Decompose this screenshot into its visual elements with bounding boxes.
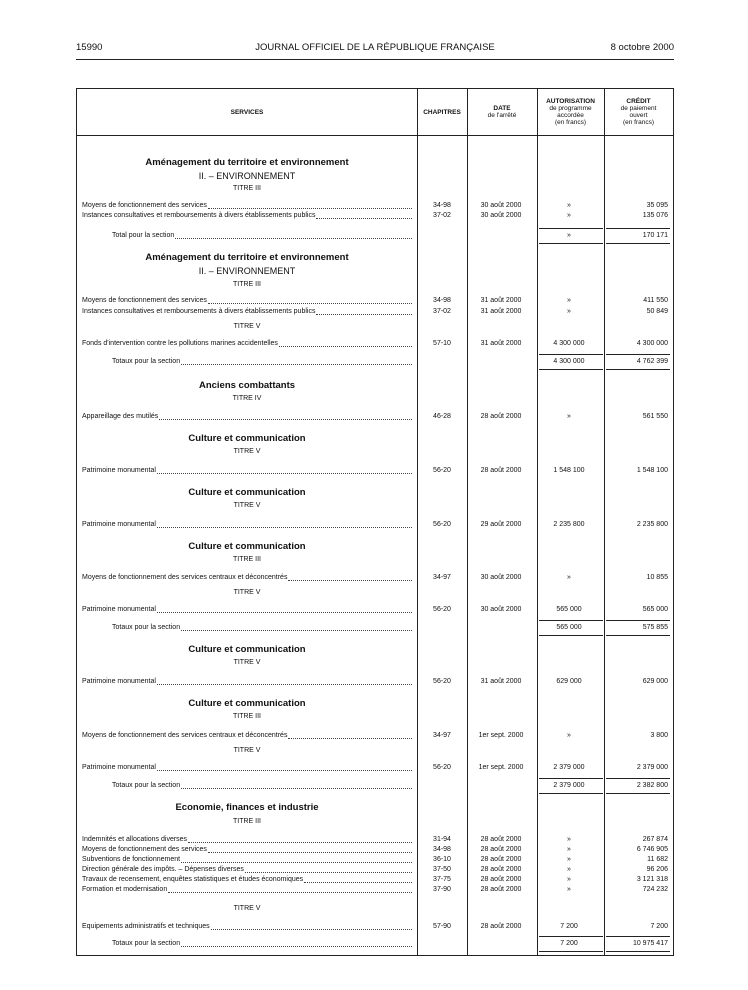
row-label xyxy=(82,922,412,932)
row-label-text: Direction générale des impôts. – Dépenses diverses xyxy=(82,866,244,873)
total-credit-cell: 575 855 xyxy=(642,624,668,631)
autorisation-cell: » xyxy=(567,876,571,883)
header-rule xyxy=(76,59,674,60)
credit-cell: 135 076 xyxy=(642,212,668,219)
section-title: Culture et communication xyxy=(188,644,306,655)
credit-cell: 50 849 xyxy=(646,308,668,315)
chapitre-cell: 34-97 xyxy=(433,574,451,581)
credit-cell: 3 121 318 xyxy=(636,876,668,883)
chapitre-cell: 56-20 xyxy=(433,521,451,528)
row-label-text: Patrimoine monumental xyxy=(82,678,156,685)
row-label-text: Moyens de fonctionnement des services xyxy=(82,297,207,304)
total-rule xyxy=(606,243,670,244)
credit-cell: 35 095 xyxy=(646,202,668,209)
autorisation-cell: 2 235 800 xyxy=(553,521,585,528)
total-rule xyxy=(606,228,670,229)
credit-cell: 96 206 xyxy=(646,866,668,873)
column-divider xyxy=(417,89,418,955)
chapitre-cell: 56-20 xyxy=(433,606,451,613)
chapitre-cell: 37-90 xyxy=(433,886,451,893)
total-credit-cell: 2 382 800 xyxy=(636,782,668,789)
autorisation-cell: » xyxy=(567,886,571,893)
chapitre-cell: 37-75 xyxy=(433,876,451,883)
leader-dots xyxy=(245,865,412,873)
section-total-label xyxy=(112,623,412,633)
titre-heading: TITRE V xyxy=(233,659,261,666)
titre-heading: TITRE V xyxy=(233,323,261,330)
total-rule xyxy=(606,793,670,794)
col-header-autorisation-label: AUTORISATION xyxy=(546,98,595,105)
chapitre-cell: 37-02 xyxy=(433,212,451,219)
chapitre-cell: 31-94 xyxy=(433,836,451,843)
row-label-text: Patrimoine monumental xyxy=(82,606,156,613)
section-total-label xyxy=(112,939,412,949)
leader-dots xyxy=(211,922,412,930)
row-label-text: Instances consultatives et remboursements à divers établissements publics xyxy=(82,308,316,315)
row-label-text: Formation et modernisation xyxy=(82,886,168,893)
titre-heading: TITRE IV xyxy=(232,395,262,402)
section-title: Aménagement du territoire et environnement xyxy=(145,157,349,168)
row-label xyxy=(82,466,412,476)
leader-dots xyxy=(188,835,412,843)
chapitre-cell: 56-20 xyxy=(433,678,451,685)
leader-dots xyxy=(208,845,412,853)
row-label-text: Moyens de fonctionnement des services centraux et déconcentrés xyxy=(82,574,288,581)
date-cell: 28 août 2000 xyxy=(480,836,522,843)
date-cell: 1er sept. 2000 xyxy=(478,764,524,771)
page-header xyxy=(76,42,674,56)
total-autorisation-cell: 2 379 000 xyxy=(553,782,585,789)
row-label-text: Patrimoine monumental xyxy=(82,764,156,771)
chapitre-cell: 37-50 xyxy=(433,866,451,873)
row-label xyxy=(82,875,412,885)
chapitre-cell: 34-98 xyxy=(433,846,451,853)
row-label-text: Totaux pour la section xyxy=(112,358,181,365)
titre-heading: TITRE V xyxy=(233,448,261,455)
row-label-text: Totaux pour la section xyxy=(112,940,181,947)
row-label-text: Indemnités et allocations diverses xyxy=(82,836,188,843)
autorisation-cell: 4 300 000 xyxy=(553,340,585,347)
leader-dots xyxy=(157,466,412,474)
date-cell: 28 août 2000 xyxy=(480,876,522,883)
col-header-chapitres: CHAPITRES xyxy=(423,108,461,116)
titre-heading: TITRE V xyxy=(233,589,261,596)
total-rule xyxy=(539,793,603,794)
autorisation-cell: 629 000 xyxy=(556,678,582,685)
leader-dots xyxy=(288,731,412,739)
row-label xyxy=(82,573,412,583)
row-label xyxy=(82,605,412,615)
total-rule xyxy=(539,620,603,621)
leader-dots xyxy=(181,623,412,631)
credit-cell: 3 800 xyxy=(650,732,668,739)
credit-cell: 11 682 xyxy=(647,856,668,863)
total-rule xyxy=(539,228,603,229)
row-label-text: Moyens de fonctionnement des services xyxy=(82,846,207,853)
row-label xyxy=(82,339,412,349)
credits-table xyxy=(76,88,674,956)
journal-title: JOURNAL OFFICIEL DE LA RÉPUBLIQUE FRANÇAISE xyxy=(255,42,495,53)
credit-cell: 2 235 800 xyxy=(636,521,668,528)
autorisation-cell: » xyxy=(567,212,571,219)
chapitre-cell: 56-20 xyxy=(433,764,451,771)
leader-dots xyxy=(157,763,412,771)
total-autorisation-cell: 7 200 xyxy=(560,940,578,947)
date-cell: 31 août 2000 xyxy=(480,340,522,347)
row-label-text: Moyens de fonctionnement des services xyxy=(82,202,207,209)
col-header-services: SERVICES xyxy=(230,108,264,116)
leader-dots xyxy=(157,520,412,528)
row-label xyxy=(82,763,412,773)
leader-dots xyxy=(316,211,412,219)
chapitre-cell: 34-97 xyxy=(433,732,451,739)
credit-cell: 7 200 xyxy=(650,923,668,930)
total-rule xyxy=(539,778,603,779)
titre-heading: TITRE V xyxy=(233,905,261,912)
titre-heading: TITRE V xyxy=(233,747,261,754)
leader-dots xyxy=(181,781,412,789)
leader-dots xyxy=(181,357,412,365)
row-label xyxy=(82,307,412,317)
titre-heading: TITRE III xyxy=(233,281,261,288)
row-label xyxy=(82,855,412,865)
titre-heading: TITRE III xyxy=(233,556,261,563)
date-cell: 31 août 2000 xyxy=(480,297,522,304)
col-header-date-label: DATE xyxy=(493,105,511,112)
date-cell: 31 août 2000 xyxy=(480,678,522,685)
credit-cell: 1 548 100 xyxy=(636,467,668,474)
leader-dots xyxy=(288,573,412,581)
row-label-text: Appareillage des mutilés xyxy=(82,413,159,420)
chapitre-cell: 34-98 xyxy=(433,297,451,304)
autorisation-cell: » xyxy=(567,574,571,581)
chapitre-cell: 37-02 xyxy=(433,308,451,315)
autorisation-cell: » xyxy=(567,866,571,873)
credit-cell: 267 874 xyxy=(642,836,668,843)
autorisation-cell: 565 000 xyxy=(556,606,582,613)
total-autorisation-cell: 4 300 000 xyxy=(553,358,585,365)
section-subtitle: II. – ENVIRONNEMENT xyxy=(198,171,296,181)
total-rule xyxy=(606,369,670,370)
credit-cell: 6 746 905 xyxy=(636,846,668,853)
total-rule xyxy=(606,620,670,621)
credit-cell: 10 855 xyxy=(646,574,668,581)
section-title: Culture et communication xyxy=(188,698,306,709)
row-label-text: Instances consultatives et remboursements à divers établissements publics xyxy=(82,212,316,219)
chapitre-cell: 46-28 xyxy=(433,413,451,420)
leader-dots xyxy=(157,677,412,685)
total-rule xyxy=(606,936,670,937)
credit-cell: 565 000 xyxy=(642,606,668,613)
section-title: Economie, finances et industrie xyxy=(175,802,319,813)
row-label-text: Totaux pour la section xyxy=(112,782,181,789)
autorisation-cell: » xyxy=(567,732,571,739)
header-divider xyxy=(77,135,673,136)
titre-heading: TITRE V xyxy=(233,502,261,509)
total-autorisation-cell: 565 000 xyxy=(556,624,582,631)
total-rule xyxy=(539,243,603,244)
page-number: 15990 xyxy=(76,42,103,53)
date-cell: 31 août 2000 xyxy=(480,308,522,315)
row-label xyxy=(82,296,412,306)
row-label xyxy=(82,885,412,895)
section-total-label xyxy=(112,231,412,241)
section-total-label xyxy=(112,781,412,791)
row-label-text: Totaux pour la section xyxy=(112,624,181,631)
total-rule xyxy=(606,354,670,355)
row-label-text: Total pour la section xyxy=(112,232,175,239)
col-header-credit xyxy=(604,89,673,135)
leader-dots xyxy=(279,339,412,347)
section-title: Culture et communication xyxy=(188,433,306,444)
row-label xyxy=(82,211,412,221)
total-rule xyxy=(606,778,670,779)
row-label xyxy=(82,731,412,741)
total-credit-cell: 4 762 399 xyxy=(636,358,668,365)
date-cell: 29 août 2000 xyxy=(480,521,522,528)
chapitre-cell: 36-10 xyxy=(433,856,451,863)
credit-cell: 629 000 xyxy=(642,678,668,685)
date-cell: 28 août 2000 xyxy=(480,923,522,930)
leader-dots xyxy=(181,939,412,947)
date-cell: 30 août 2000 xyxy=(480,202,522,209)
titre-heading: TITRE III xyxy=(233,818,261,825)
row-label xyxy=(82,412,412,422)
autorisation-cell: » xyxy=(567,308,571,315)
autorisation-cell: 2 379 000 xyxy=(553,764,585,771)
col-header-autorisation xyxy=(537,89,604,135)
titre-heading: TITRE III xyxy=(233,185,261,192)
leader-dots xyxy=(159,412,412,420)
date-cell: 28 août 2000 xyxy=(480,886,522,893)
credit-cell: 411 550 xyxy=(643,297,668,304)
section-title: Aménagement du territoire et environnement xyxy=(145,252,349,263)
total-rule xyxy=(606,951,670,952)
date-cell: 28 août 2000 xyxy=(480,866,522,873)
autorisation-cell: » xyxy=(567,202,571,209)
col-header-date xyxy=(467,89,537,135)
autorisation-cell: » xyxy=(567,297,571,304)
leader-dots xyxy=(316,307,412,315)
col-header-date-sub: de l'arrêté xyxy=(487,112,517,119)
leader-dots xyxy=(304,875,412,883)
row-label-text: Patrimoine monumental xyxy=(82,467,156,474)
autorisation-cell: » xyxy=(567,856,571,863)
col-header-credit-sub: de paiement ouvert (en francs) xyxy=(620,105,657,126)
row-label xyxy=(82,201,412,211)
titre-heading: TITRE III xyxy=(233,713,261,720)
row-label xyxy=(82,677,412,687)
total-credit-cell: 170 171 xyxy=(642,232,668,239)
credit-cell: 4 300 000 xyxy=(636,340,668,347)
date-cell: 28 août 2000 xyxy=(480,467,522,474)
leader-dots xyxy=(157,605,412,613)
section-title: Culture et communication xyxy=(188,541,306,552)
date-cell: 28 août 2000 xyxy=(480,846,522,853)
row-label-text: Fonds d'intervention contre les pollutions marines accidentelles xyxy=(82,340,278,347)
col-header-autorisation-sub: de programme accordée (en francs) xyxy=(549,105,592,126)
total-rule xyxy=(539,369,603,370)
credit-cell: 724 232 xyxy=(642,886,668,893)
date-cell: 28 août 2000 xyxy=(480,413,522,420)
section-total-label xyxy=(112,357,412,367)
row-label-text: Subventions de fonctionnement xyxy=(82,856,181,863)
chapitre-cell: 57-10 xyxy=(433,340,451,347)
section-subtitle: II. – ENVIRONNEMENT xyxy=(198,266,296,276)
autorisation-cell: 1 548 100 xyxy=(553,467,585,474)
leader-dots xyxy=(181,855,412,863)
credit-cell: 561 550 xyxy=(642,413,668,420)
date-cell: 28 août 2000 xyxy=(480,856,522,863)
section-title: Culture et communication xyxy=(188,487,306,498)
autorisation-cell: » xyxy=(567,836,571,843)
total-autorisation-cell: » xyxy=(567,232,571,239)
total-rule xyxy=(539,354,603,355)
chapitre-cell: 57-90 xyxy=(433,923,451,930)
section-title: Anciens combattants xyxy=(198,380,296,391)
row-label xyxy=(82,520,412,530)
date-cell: 30 août 2000 xyxy=(480,574,522,581)
total-rule xyxy=(539,951,603,952)
date-cell: 30 août 2000 xyxy=(480,606,522,613)
row-label-text: Moyens de fonctionnement des services centraux et déconcentrés xyxy=(82,732,288,739)
leader-dots xyxy=(175,231,412,239)
row-label-text: Travaux de recensement, enquêtes statistiques et études économiques xyxy=(82,876,304,883)
issue-date: 8 octobre 2000 xyxy=(610,42,674,53)
leader-dots xyxy=(208,296,412,304)
row-label-text: Patrimoine monumental xyxy=(82,521,156,528)
total-credit-cell: 10 975 417 xyxy=(632,940,668,947)
date-cell: 30 août 2000 xyxy=(480,212,522,219)
autorisation-cell: » xyxy=(567,413,571,420)
date-cell: 1er sept. 2000 xyxy=(478,732,524,739)
row-label xyxy=(82,845,412,855)
autorisation-cell: » xyxy=(567,846,571,853)
col-header-credit-label: CRÉDIT xyxy=(626,98,651,105)
total-rule xyxy=(539,936,603,937)
row-label xyxy=(82,835,412,845)
credit-cell: 2 379 000 xyxy=(636,764,668,771)
autorisation-cell: 7 200 xyxy=(560,923,578,930)
chapitre-cell: 34-98 xyxy=(433,202,451,209)
leader-dots xyxy=(168,885,412,893)
total-rule xyxy=(539,635,603,636)
row-label xyxy=(82,865,412,875)
chapitre-cell: 56-20 xyxy=(433,467,451,474)
total-rule xyxy=(606,635,670,636)
leader-dots xyxy=(208,201,412,209)
row-label-text: Equipements administratifs et techniques xyxy=(82,923,210,930)
